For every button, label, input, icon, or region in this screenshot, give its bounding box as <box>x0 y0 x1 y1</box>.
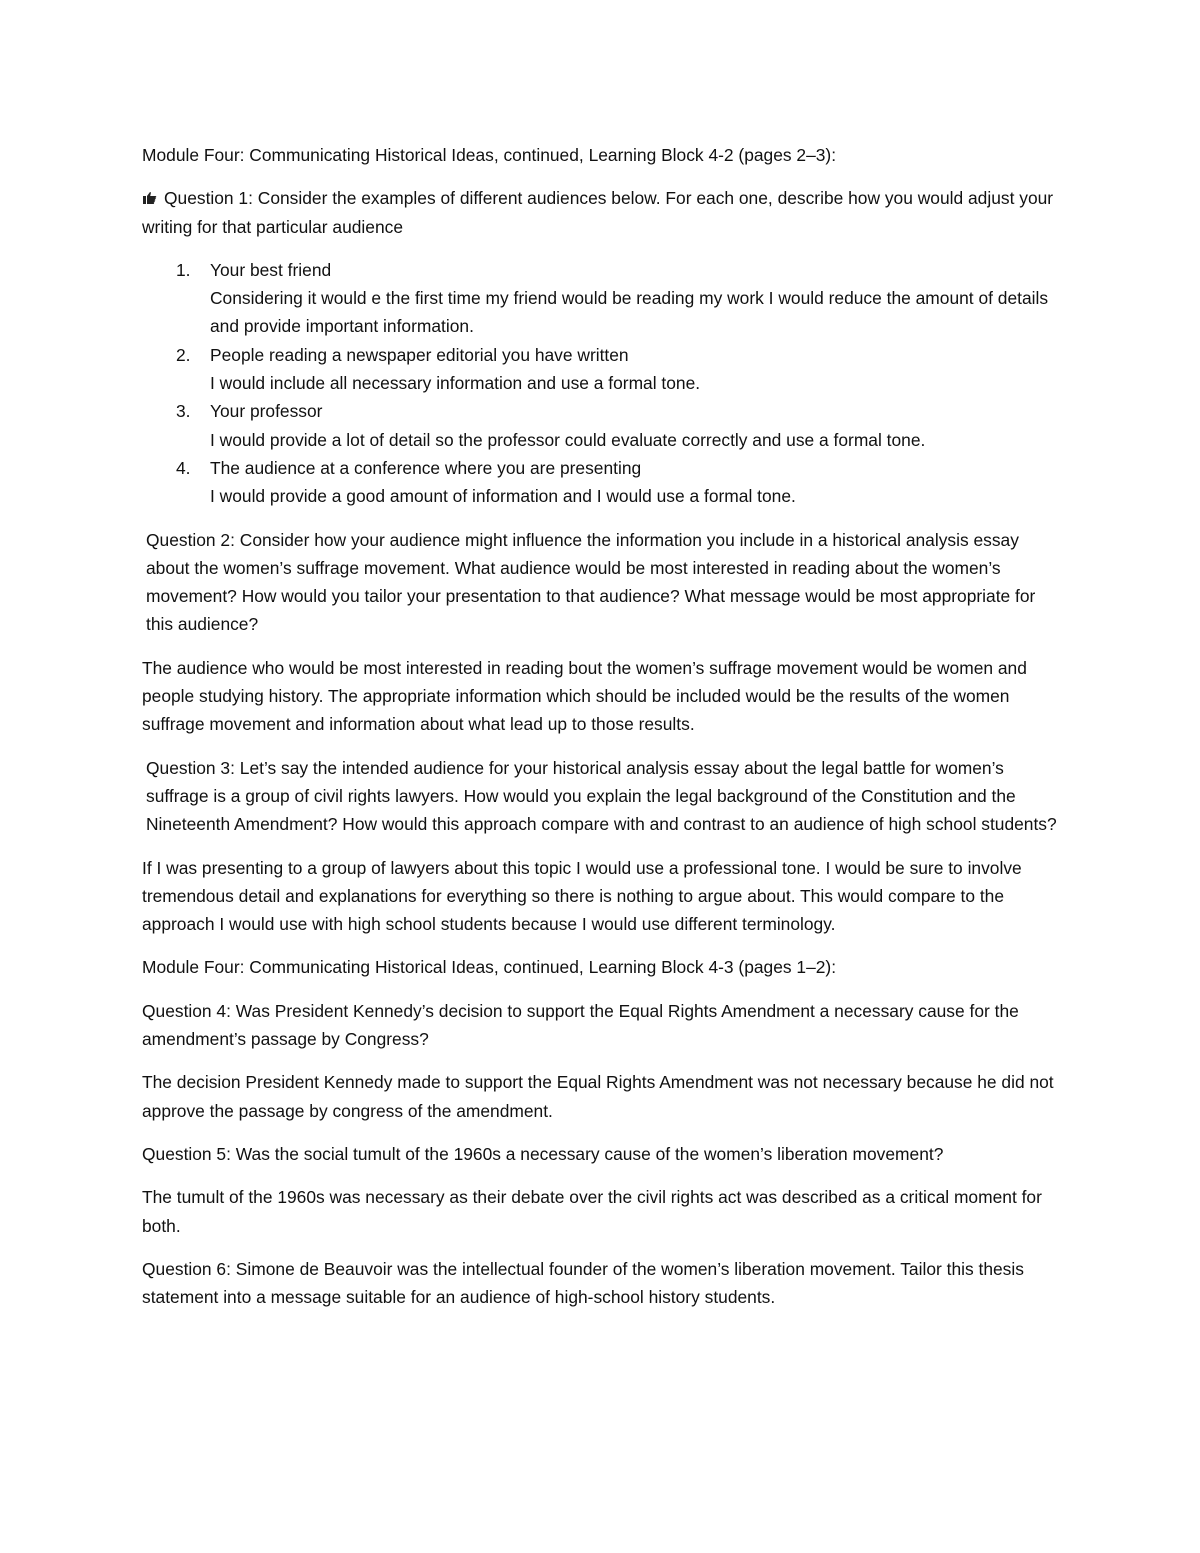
question-2 <box>142 526 1062 639</box>
question-6-text: Simone de Beauvoir was the intellectual founder of the women’s liberation movement. Tailor this thesis statement into a message suitable for an audience of high-school history students. <box>142 1258 1024 1308</box>
audience-answer: I would provide a lot of detail so the professor could evaluate correctly and use a formal tone. <box>210 429 926 450</box>
list-item <box>176 397 1062 454</box>
pointing-hand-icon <box>142 185 157 199</box>
question-4 <box>142 997 1062 1054</box>
audience-answer: I would include all necessary information and use a formal tone. <box>210 373 701 394</box>
audience-label: Your best friend <box>210 259 332 280</box>
question-2-label: Question 2: <box>146 529 235 550</box>
question-6 <box>142 1255 1062 1312</box>
question-6-label: Question 6: <box>142 1258 231 1279</box>
question-1-label: Question 1: <box>164 188 253 209</box>
answer-5: The tumult of the 1960s was necessary as their debate over the civil rights act was described as a critical moment for both. <box>142 1187 1042 1236</box>
block1-heading: Module Four: Communicating Historical Ideas, continued, Learning Block 4-2 (pages 2–3): <box>142 145 837 165</box>
question-4-label: Question 4: <box>142 1000 231 1021</box>
question-4-text: Was President Kennedy’s decision to support the Equal Rights Amendment a necessary cause for the amendment’s passage by Congress? <box>142 1000 1019 1050</box>
question-5-text: Was the social tumult of the 1960s a necessary cause of the women’s liberation movement? <box>230 1143 944 1164</box>
list-item <box>176 256 1062 341</box>
list-item <box>176 341 1062 398</box>
question-3-label: Question 3: <box>146 757 235 778</box>
list-item-number: 4. <box>176 457 191 478</box>
audience-list <box>142 256 1062 511</box>
block2-heading: Module Four: Communicating Historical Ideas, continued, Learning Block 4-3 (pages 1–2): <box>142 957 837 978</box>
question-2-text: Consider how your audience might influence the information you include in a historical analysis essay about the women’s suffrage movement. What audience would be most interested in reading about the women’s movement? How would you tailor your presentation to that audience? What message would be most appropriate for this audience? <box>146 529 1036 635</box>
audience-answer: I would provide a good amount of information and I would use a formal tone. <box>210 486 796 507</box>
question-1-text: Consider the examples of different audiences below. For each one, describe how you would adjust your writing for that particular audience <box>142 188 1054 237</box>
audience-label: Your professor <box>210 401 323 422</box>
answer-3: If I was presenting to a group of lawyers about this topic I would use a professional tone. I would be sure to involve tremendous detail and explanations for everything so there is nothing to argue about. This would compare to the approach I would use with high school students because I would use different terminology. <box>142 857 1022 935</box>
audience-answer: Considering it would e the first time my friend would be reading my work I would reduce the amount of details and provide important information. <box>210 288 1049 337</box>
document-page <box>142 141 1062 1326</box>
list-item-number: 2. <box>176 344 191 365</box>
answer-2: The audience who would be most interested in reading bout the women’s suffrage movement would be women and people studying history. The appropriate information which should be included would be the results of the women suffrage movement and information about what lead up to those results. <box>142 657 1027 735</box>
question-5-label: Question 5: <box>142 1143 231 1164</box>
audience-label: People reading a newspaper editorial you have written <box>210 344 629 365</box>
question-5 <box>142 1140 1062 1168</box>
question-3 <box>142 754 1062 839</box>
list-item <box>176 454 1062 511</box>
list-item-number: 1. <box>176 259 191 280</box>
audience-label: The audience at a conference where you are presenting <box>210 457 642 478</box>
question-3-text: Let’s say the intended audience for your historical analysis essay about the legal battle for women’s suffrage is a group of civil rights lawyers. How would you explain the legal background of the Constitution and the Nineteenth Amendment? How would this approach compare with and contrast to an audience of high school students? <box>146 757 1057 835</box>
answer-4: The decision President Kennedy made to support the Equal Rights Amendment was not necessary because he did not approve the passage by congress of the amendment. <box>142 1072 1054 1121</box>
list-item-number: 3. <box>176 401 191 422</box>
question-1 <box>142 184 1062 241</box>
